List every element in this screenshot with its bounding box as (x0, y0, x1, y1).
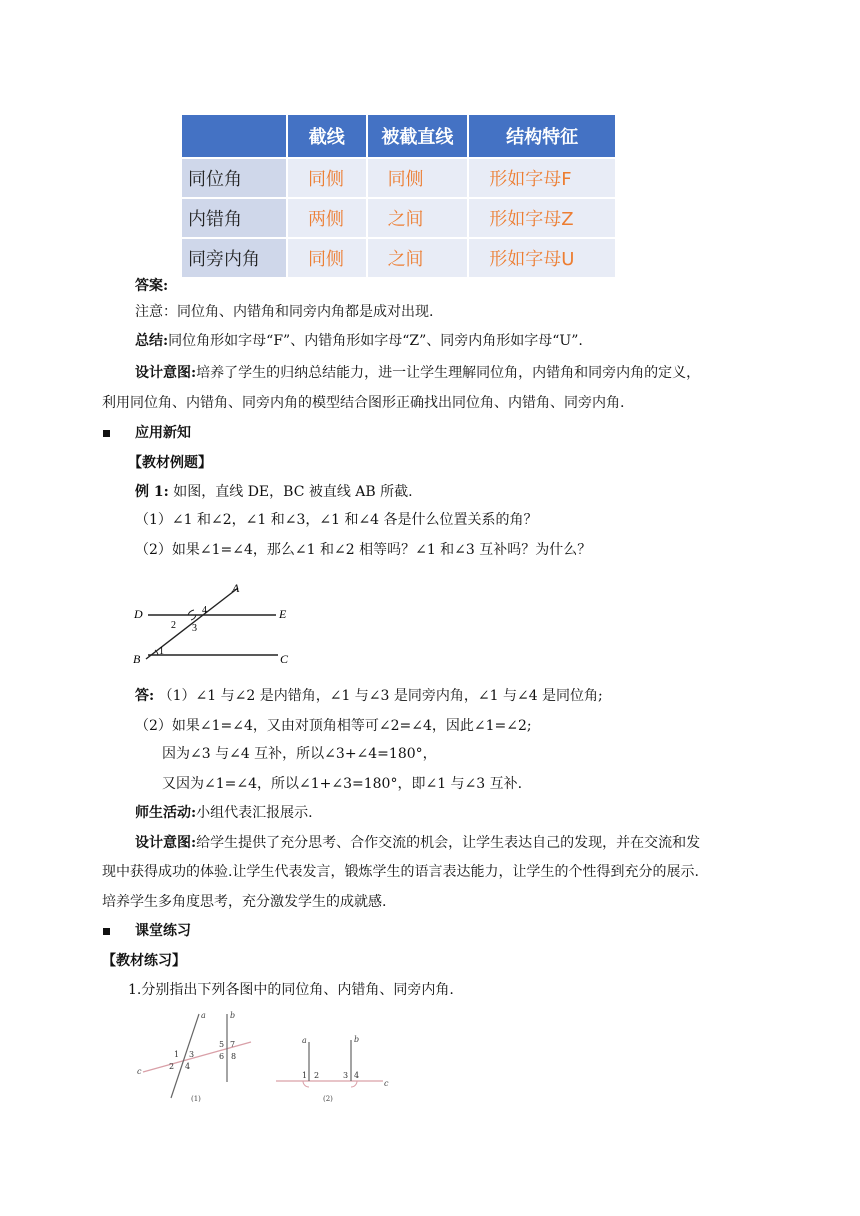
label-b: b (354, 1035, 360, 1044)
square-bullet-icon (103, 430, 110, 437)
answer-line-4: 又因为∠1=∠4，所以∠1+∠3=180°，即∠1 与∠3 互补. (162, 776, 523, 792)
num-1: 1 (174, 1050, 180, 1059)
num-4: 4 (185, 1062, 191, 1071)
parallel-lines-figure (128, 566, 303, 671)
table-header-transversal: 截线 (288, 115, 366, 157)
table-header-cut-lines: 被截直线 (368, 115, 468, 157)
point-A-label: A (232, 581, 240, 595)
design-intent-2 (135, 833, 700, 853)
square-bullet-icon (103, 928, 110, 935)
num-2: 2 (169, 1062, 175, 1071)
angle-2-label: 2 (171, 620, 176, 631)
answer-line-1 (135, 686, 603, 706)
row-label: 同旁内角 (182, 239, 286, 277)
angle-1-label: 1 (159, 646, 164, 657)
angle-arc (188, 610, 194, 615)
num-2: 2 (314, 1071, 320, 1080)
intent2-line3: 培养学生多角度思考，充分激发学生的成就感. (102, 894, 387, 910)
num-3: 3 (343, 1071, 349, 1080)
section-heading-practice: 课堂练习 (135, 923, 191, 939)
example-label: 例 1: (135, 484, 169, 500)
example-question-2: （2）如果∠1=∠4，那么∠1 和∠2 相等吗？∠1 和∠3 互补吗？为什么？ (135, 542, 592, 558)
point-E-label: E (279, 607, 287, 621)
example-question-1: （1）∠1 和∠2，∠1 和∠3，∠1 和∠4 各是什么位置关系的角？ (135, 512, 538, 528)
label-a: a (302, 1036, 307, 1045)
table-cell: 同侧 (368, 159, 468, 197)
num-6: 6 (219, 1052, 225, 1061)
intent-text: 给学生提供了充分思考、合作交流的机会，让学生表达自己的发现，并在交流和发 (196, 835, 701, 851)
intent-text-line2: 利用同位角、内错角、同旁内角的模型结合图形正确找出同位角、内错角、同旁内角. (102, 395, 625, 411)
intent-label: 设计意图: (135, 835, 197, 851)
answer-text: （1）∠1 与∠2 是内错角，∠1 与∠3 是同旁内角，∠1 与∠4 是同位角; (158, 688, 603, 704)
point-B-label: B (133, 652, 141, 666)
row-label: 内错角 (182, 199, 286, 237)
design-intent-1 (135, 363, 700, 383)
exercise-figures (133, 1010, 413, 1106)
angle-arc (191, 615, 196, 620)
textbook-example-heading: 【教材例题】 (128, 455, 212, 471)
num-3: 3 (189, 1050, 195, 1059)
intent-text: 培养了学生的归纳总结能力，进一让学生理解同位角，内错角和同旁内角的定义， (196, 365, 701, 381)
textbook-exercise-heading: 【教材练习】 (102, 953, 186, 969)
point-D-label: D (134, 607, 143, 621)
table-header-corner (182, 115, 286, 157)
example-text: 如图，直线 DE，BC 被直线 AB 所截. (173, 484, 413, 500)
answer-line-2: （2）如果∠1=∠4，又由对顶角相等可∠2=∠4，因此∠1=∠2; (135, 718, 532, 734)
angle-4-label: 4 (202, 605, 207, 616)
activity-label: 师生活动: (135, 805, 197, 821)
summary-text: 同位角形如字母“F”、内错角形如字母“Z”、同旁内角形如字母“U”. (168, 333, 583, 349)
table-cell: 两侧 (288, 199, 366, 237)
row-label: 同位角 (182, 159, 286, 197)
angle-3-label: 3 (192, 623, 197, 634)
summary-label: 总结: (135, 333, 169, 349)
section-heading-apply: 应用新知 (135, 425, 191, 441)
table-cell: 形如字母F (469, 159, 615, 197)
label-c: c (137, 1067, 142, 1076)
table-cell: 形如字母Z (469, 199, 615, 237)
teacher-student-activity (135, 803, 313, 823)
label-a: a (201, 1011, 206, 1020)
num-7: 7 (230, 1040, 236, 1049)
num-5: 5 (219, 1040, 225, 1049)
note-text: 注意：同位角、内错角和同旁内角都是成对出现. (135, 304, 434, 320)
exercise-1-text: 1.分别指出下列各图中的同位角、内错角、同旁内角. (128, 982, 454, 998)
table-cell: 之间 (368, 199, 468, 237)
table-cell: 形如字母U (469, 239, 615, 277)
angle-arc (351, 1081, 357, 1087)
activity-text: 小组代表汇报展示. (196, 805, 313, 821)
table-cell: 同侧 (288, 239, 366, 277)
num-4: 4 (354, 1071, 360, 1080)
answer-line-3: 因为∠3 与∠4 互补，所以∠3+∠4=180°， (162, 746, 437, 762)
intent-label: 设计意图: (135, 365, 197, 381)
label-c: c (384, 1079, 389, 1088)
table-cell: 之间 (368, 239, 468, 277)
summary-line (135, 331, 583, 351)
example1-line (135, 482, 413, 502)
table-row (182, 159, 615, 197)
caption-2: (2) (323, 1095, 333, 1103)
table-cell: 同侧 (288, 159, 366, 197)
table-header-structure: 结构特征 (469, 115, 615, 157)
intent2-line2: 现中获得成功的体验.让学生代表发言，锻炼学生的语言表达能力，让学生的个性得到充分的展示. (102, 864, 699, 880)
num-8: 8 (231, 1052, 237, 1061)
point-C-label: C (280, 652, 289, 666)
label-b: b (230, 1011, 236, 1020)
table-row (182, 199, 615, 237)
table-row (182, 239, 615, 277)
answer-label: 答案: (135, 278, 169, 294)
num-1: 1 (302, 1071, 308, 1080)
angle-summary-table (180, 113, 617, 279)
caption-1: (1) (191, 1095, 201, 1103)
answer-label: 答: (135, 688, 155, 704)
angle-arc (303, 1081, 309, 1087)
